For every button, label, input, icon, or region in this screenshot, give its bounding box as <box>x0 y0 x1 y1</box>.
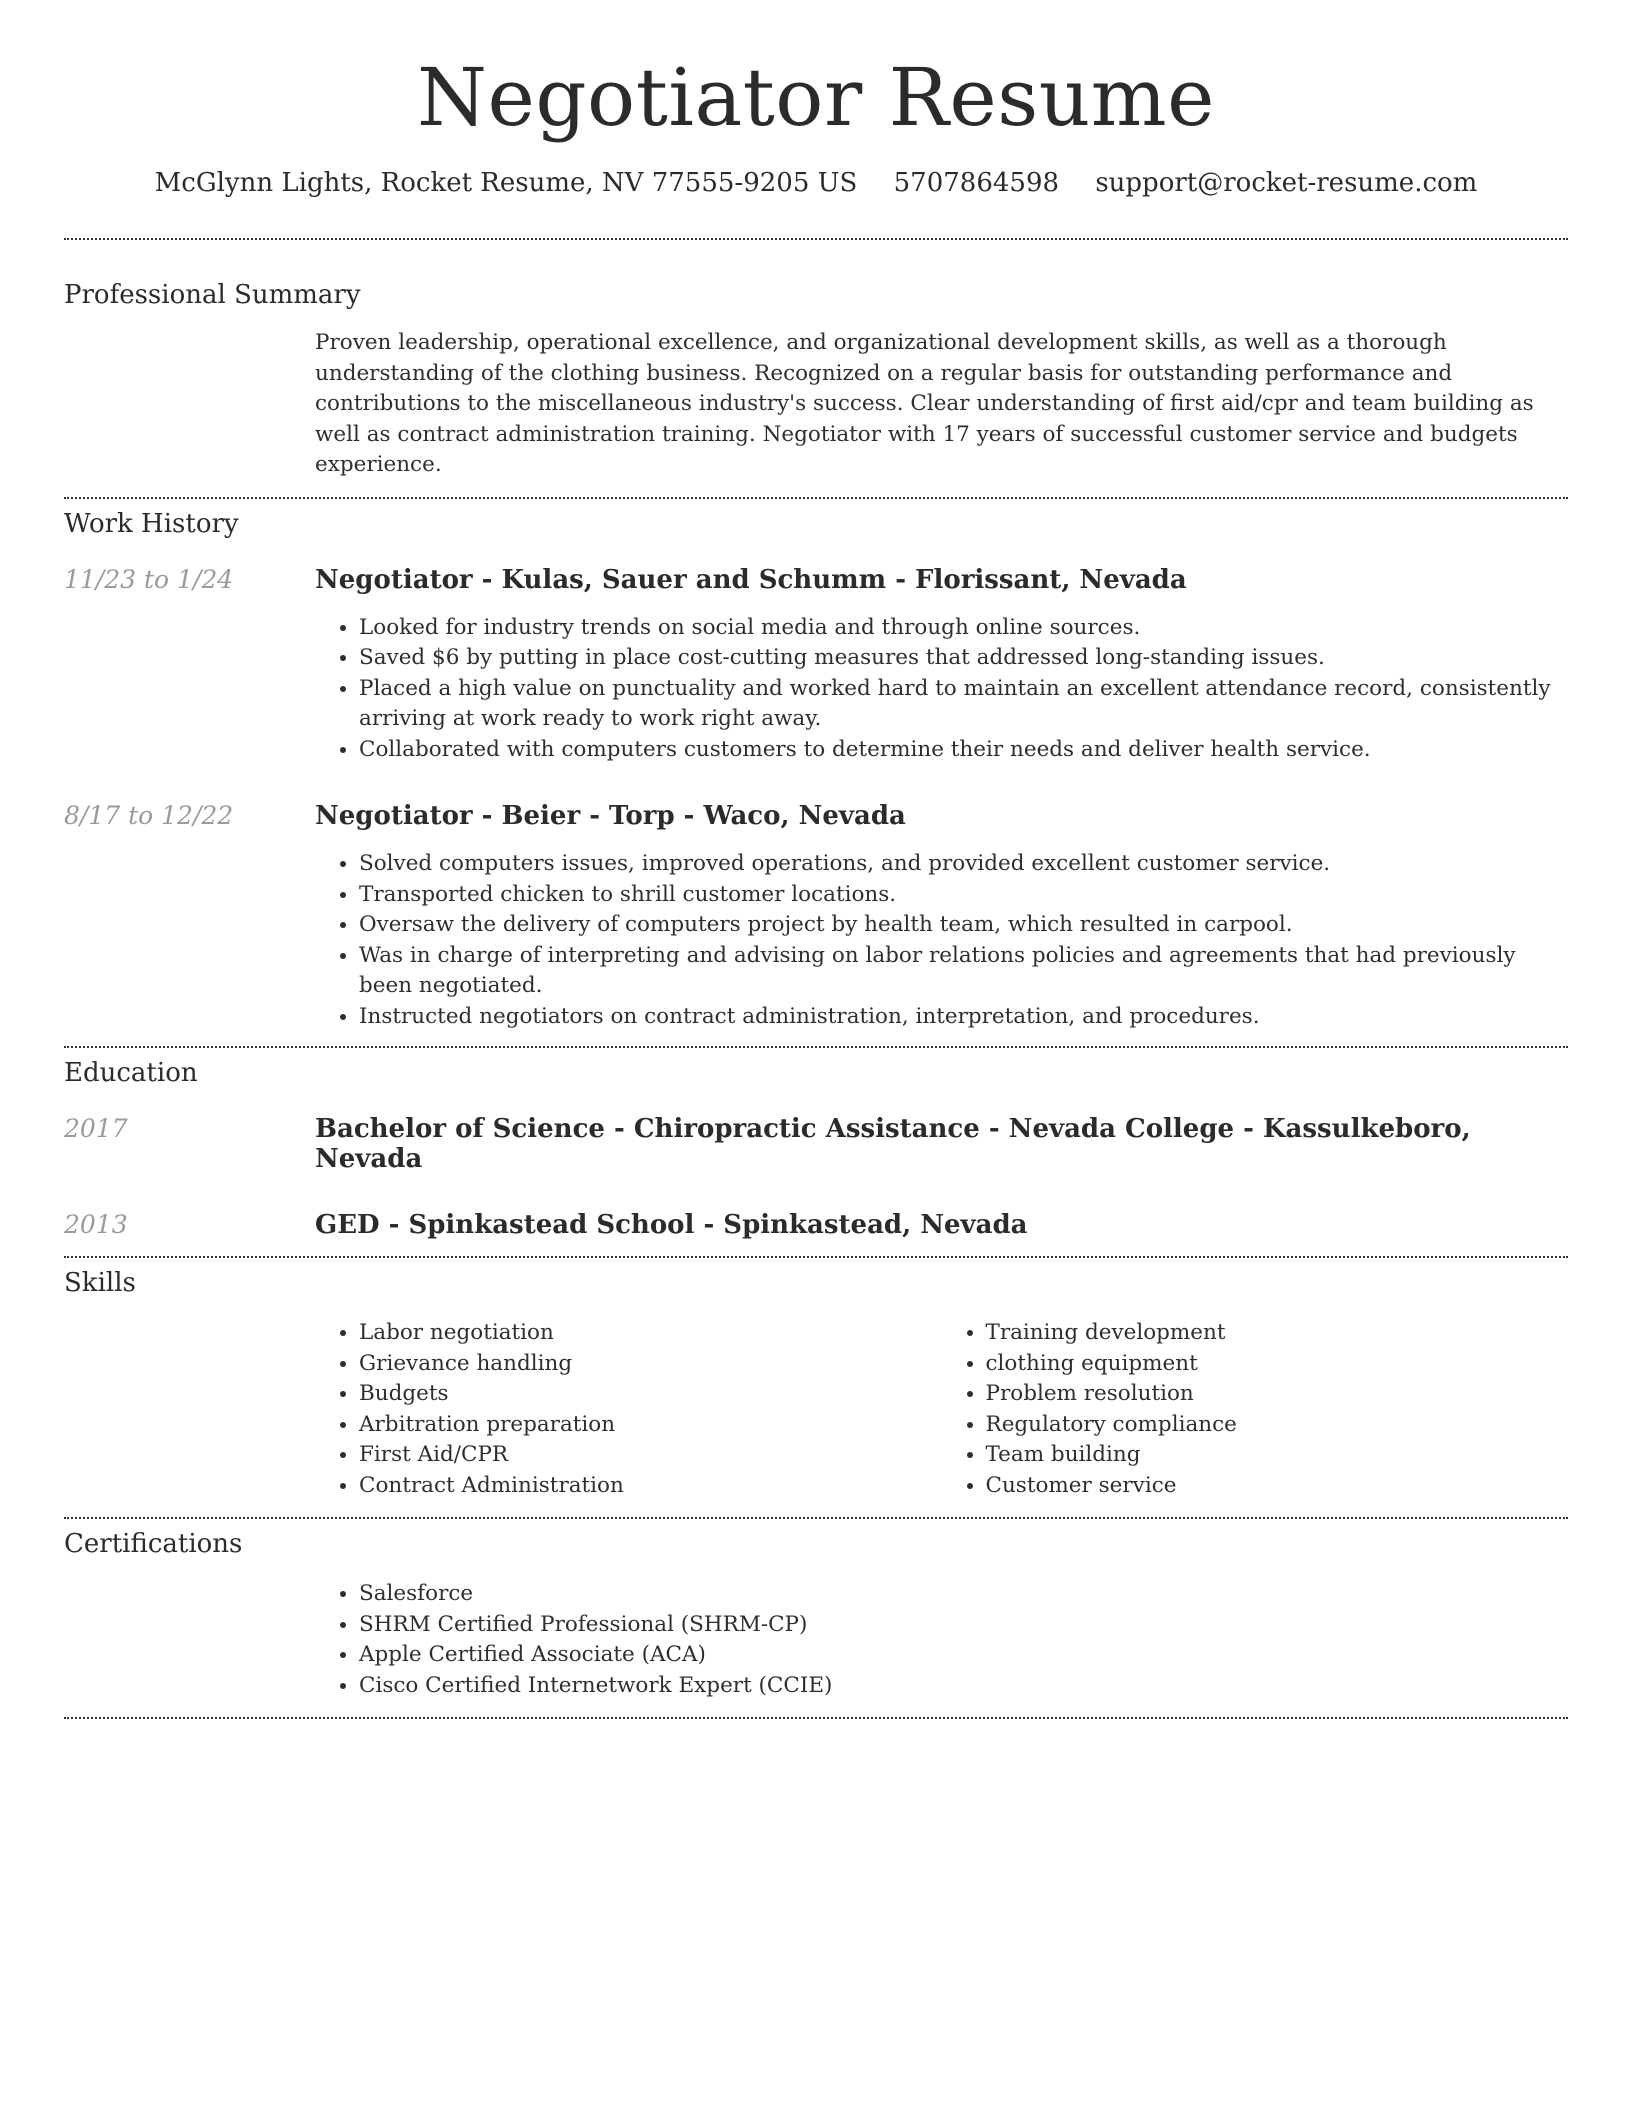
education-degree: GED - Spinkastead School - Spinkastead, Nevada <box>315 1210 1028 1240</box>
section-education <box>64 1048 1568 1256</box>
job-title: Negotiator - Kulas, Sauer and Schumm - Florissant, Nevada <box>315 564 1187 595</box>
list-item: • Was in charge of interpreting and advising on labor relations policies and agreements that had previously been negotiated. <box>359 941 1568 1002</box>
section-heading-summary: Professional Summary <box>64 280 361 310</box>
skill-item: • Team building <box>986 1440 1569 1471</box>
skill-item: • Problem resolution <box>986 1379 1569 1410</box>
job-dates: 8/17 to 12/22 <box>64 801 234 830</box>
list-item: • Looked for industry trends on social media and through online sources. <box>359 613 1568 644</box>
skill-item: • Arbitration preparation <box>359 1410 942 1441</box>
skill-item: • clothing equipment <box>986 1349 1569 1380</box>
job-dates: 11/23 to 1/24 <box>64 564 234 594</box>
skill-item: • Labor negotiation <box>359 1318 942 1349</box>
section-heading-education: Education <box>64 1058 198 1088</box>
job-title: Negotiator - Beier - Torp - Waco, Nevada <box>315 801 906 831</box>
section-work-history <box>64 499 1568 1047</box>
job-entry <box>64 565 1568 766</box>
summary-text: Proven leadership, operational excellence, and organizational development skills, as well as a thorough understanding of the clothing business. Recognized on a regular basis for outstanding performance and contributions to the miscellaneous industry's success. Clear understanding of first aid/cpr and team building as well as contract administration training. Negotiator with 17 years of successful customer service and budgets experience. <box>315 330 1534 477</box>
education-entry <box>64 1210 1568 1240</box>
section-summary <box>64 240 1568 497</box>
education-degree: Bachelor of Science - Chiropractic Assistance - Nevada College - Kassulkeboro, Nevada <box>315 1114 1471 1174</box>
list-item: • Collaborated with computers customers to determine their needs and deliver health service. <box>359 735 1568 766</box>
certification-item: • Salesforce <box>359 1579 1568 1610</box>
certifications-list <box>315 1579 1568 1701</box>
job-bullets <box>315 613 1568 766</box>
certification-item: • Cisco Certified Internetwork Expert (CCIE) <box>359 1671 1568 1702</box>
education-year: 2013 <box>64 1210 128 1239</box>
skill-item: • Grievance handling <box>359 1349 942 1380</box>
skills-list-right <box>942 1318 1569 1501</box>
resume-title: Negotiator Resume <box>417 51 1215 144</box>
list-item: • Solved computers issues, improved operations, and provided excellent customer service. <box>359 849 1568 880</box>
job-bullets <box>315 849 1568 1032</box>
job-entry <box>64 801 1568 1032</box>
list-item: • Transported chicken to shrill customer locations. <box>359 880 1568 911</box>
skill-item: • Budgets <box>359 1379 942 1410</box>
list-item: • Saved $6 by putting in place cost-cutting measures that addressed long-standing issues. <box>359 643 1568 674</box>
contact-line <box>64 168 1568 198</box>
section-heading-work: Work History <box>64 508 239 539</box>
contact-email: support@rocket-resume.com <box>1095 168 1478 198</box>
skill-item: • Customer service <box>986 1471 1569 1502</box>
skill-item: • Training development <box>986 1318 1569 1349</box>
section-heading-certifications: Certifications <box>64 1529 243 1559</box>
list-item: • Instructed negotiators on contract administration, interpretation, and procedures. <box>359 1002 1568 1033</box>
divider <box>64 1717 1568 1719</box>
skill-item: • Contract Administration <box>359 1471 942 1502</box>
certification-item: • SHRM Certified Professional (SHRM-CP) <box>359 1610 1568 1641</box>
section-certifications <box>64 1519 1568 1717</box>
section-skills <box>64 1258 1568 1517</box>
section-heading-skills: Skills <box>64 1268 136 1298</box>
skill-item: • First Aid/CPR <box>359 1440 942 1471</box>
education-entry <box>64 1114 1568 1174</box>
certification-item: • Apple Certified Associate (ACA) <box>359 1640 1568 1671</box>
list-item: • Placed a high value on punctuality and worked hard to maintain an excellent attendance record, consistently arriving at work ready to work right away. <box>359 674 1568 735</box>
contact-phone: 5707864598 <box>893 168 1060 198</box>
contact-address: McGlynn Lights, Rocket Resume, NV 77555-9205 US <box>154 168 858 198</box>
list-item: • Oversaw the delivery of computers project by health team, which resulted in carpool. <box>359 910 1568 941</box>
skills-list-left <box>315 1318 942 1501</box>
skill-item: • Regulatory compliance <box>986 1410 1569 1441</box>
education-year: 2017 <box>64 1114 128 1143</box>
